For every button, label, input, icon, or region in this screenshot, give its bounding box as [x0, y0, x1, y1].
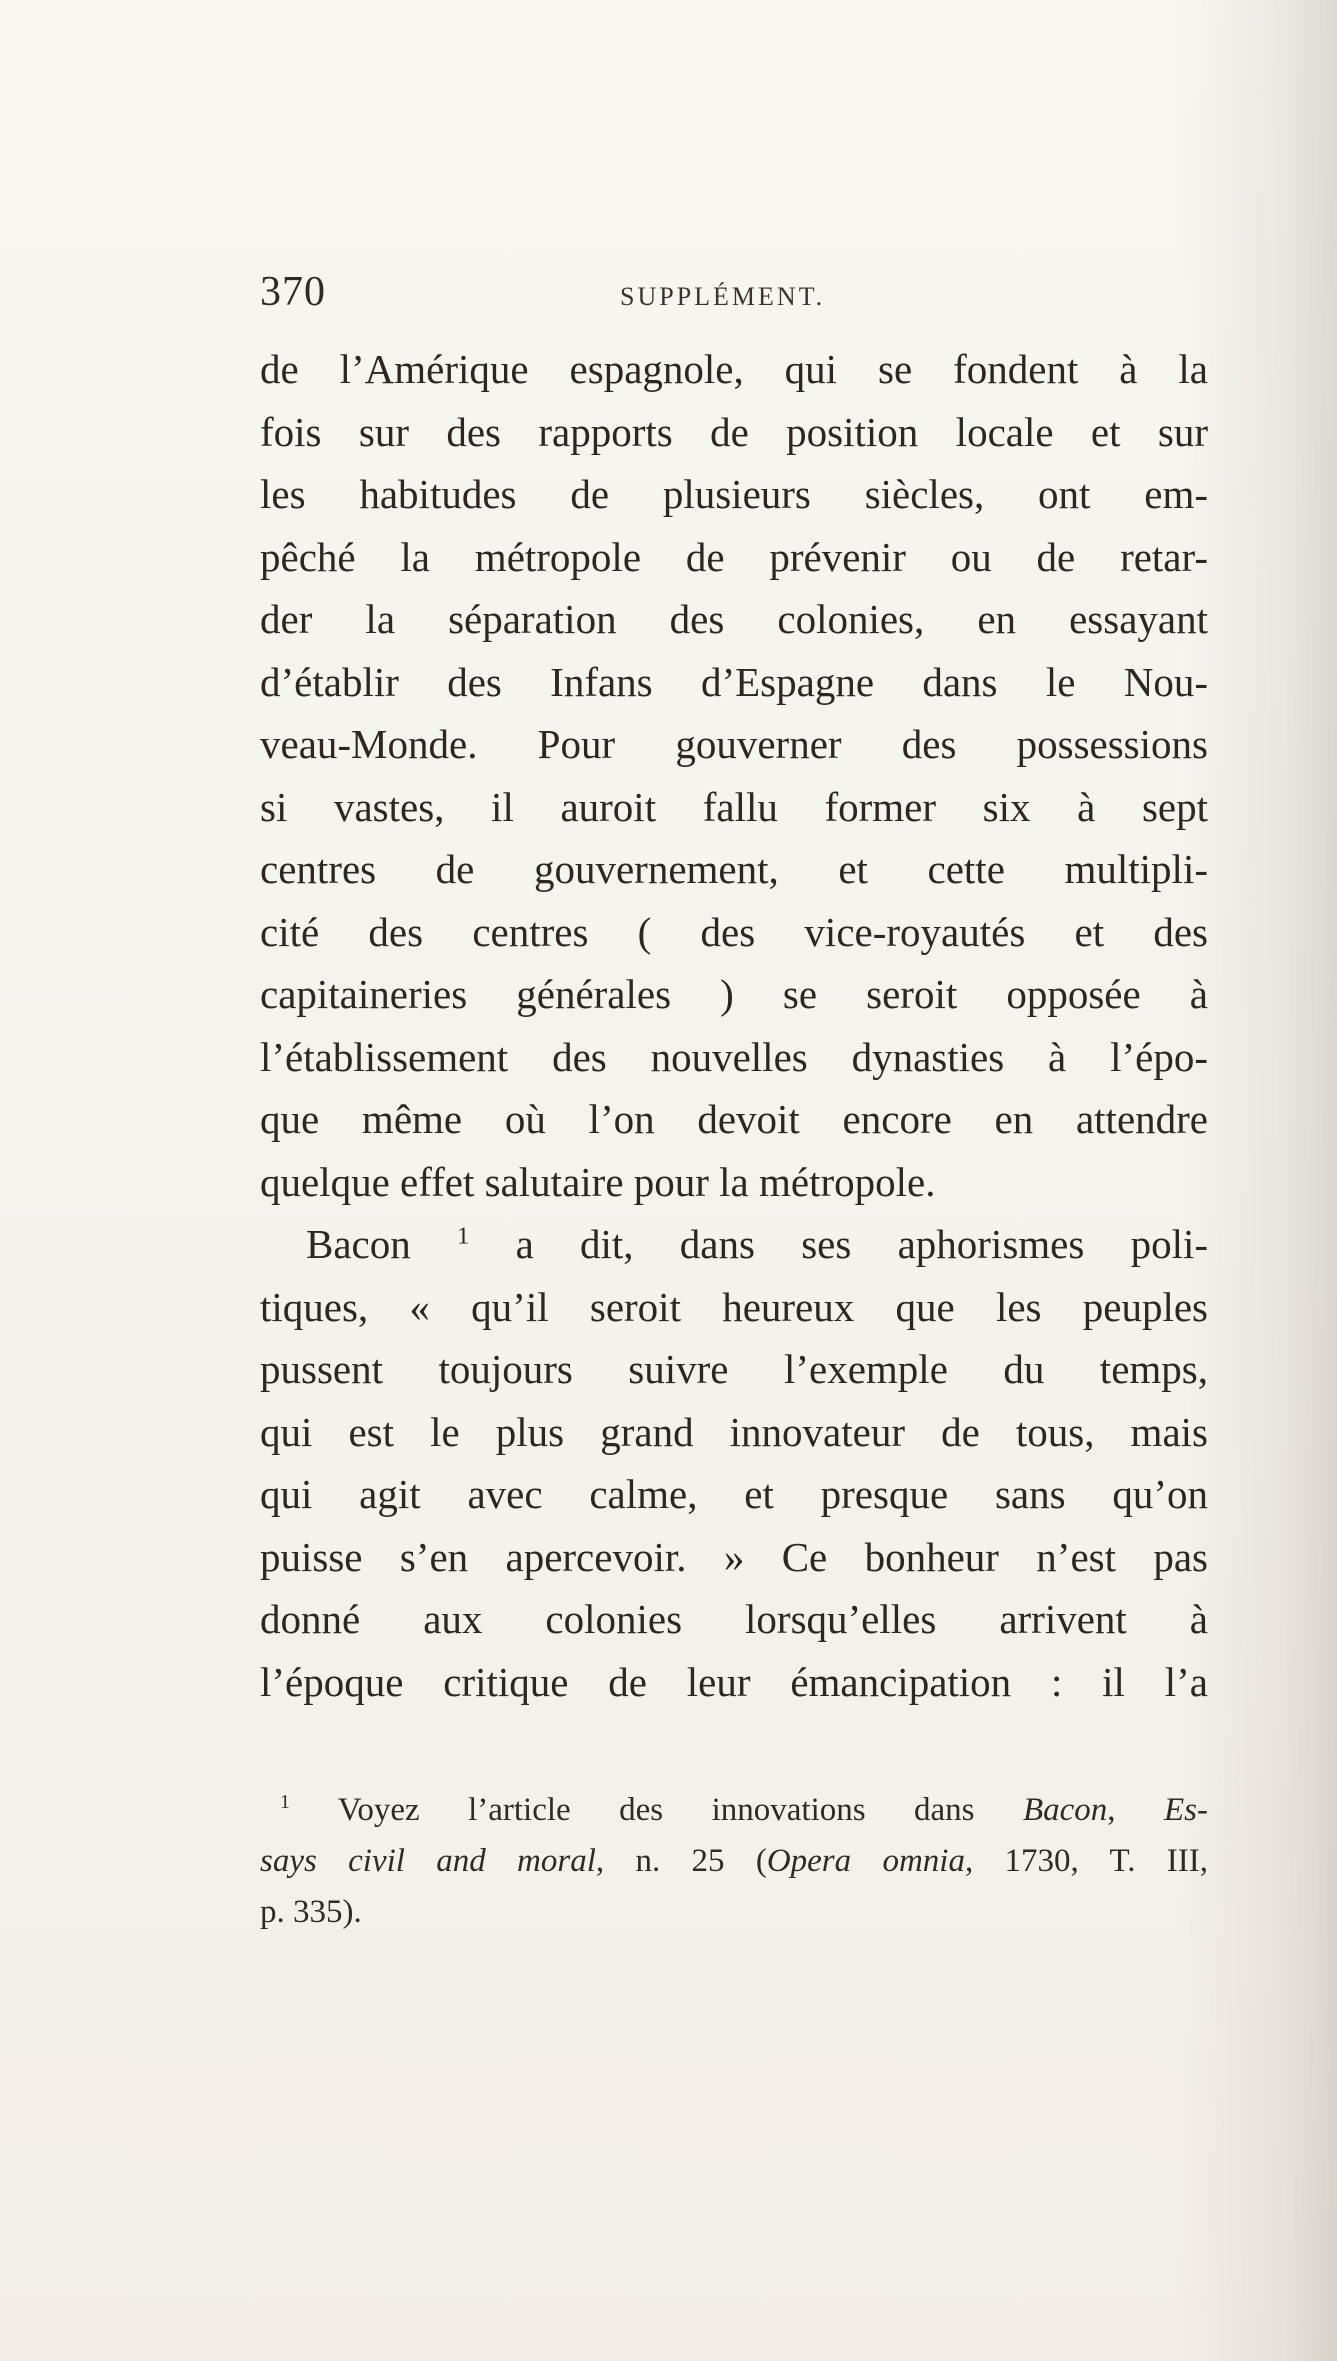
page-number: 370	[260, 269, 326, 315]
footnote-italic: Opera omnia	[766, 1843, 965, 1879]
text-line: pussent toujours suivre l’exemple du temps,	[260, 1346, 1208, 1392]
footnote-text: Voyez l’article des innovations dans	[289, 1792, 1023, 1828]
text-line: les habitudes de plusieurs siècles, ont em-	[260, 471, 1208, 517]
footnote	[260, 1785, 1208, 1938]
footnote-line	[260, 1785, 1208, 1836]
footnote-text: ,	[1107, 1792, 1165, 1828]
footnote-mark: 1	[280, 1791, 290, 1814]
running-head	[260, 268, 1208, 338]
text-line: der la séparation des colonies, en essayant	[260, 596, 1208, 642]
text-line: l’établissement des nouvelles dynasties à l’épo-	[260, 1033, 1208, 1080]
footnote-text: , n. 25 (	[595, 1843, 767, 1879]
text-line: qui est le plus grand innovateur de tous, mais	[260, 1408, 1208, 1455]
text-line: qui agit avec calme, et presque sans qu’on	[260, 1471, 1208, 1517]
text-block	[260, 268, 1208, 1938]
footnote-italic: says civil and moral	[260, 1843, 596, 1879]
text-line: que même où l’on devoit encore en attendre	[260, 1096, 1208, 1142]
author-name: Bacon	[306, 1221, 411, 1267]
paragraph-1	[260, 338, 1208, 1213]
paragraph-2	[260, 1213, 1208, 1713]
footnote-line: p. 335).	[260, 1894, 362, 1930]
footnote-text: , 1730, T. III,	[964, 1843, 1208, 1879]
text-line: d’établir des Infans d’Espagne dans le Nou-	[260, 658, 1208, 705]
text-line: cité des centres ( des vice-royautés et des	[260, 908, 1208, 955]
text-line: puisse s’en apercevoir. » Ce bonheur n’est pas	[260, 1533, 1208, 1580]
text-line: l’époque critique de leur émancipation : il l’a	[260, 1658, 1208, 1705]
footnote-italic: Bacon	[1022, 1792, 1108, 1828]
text-line: si vastes, il auroit fallu former six à sept	[260, 783, 1208, 830]
text-line	[260, 1213, 1208, 1276]
text-line: pêché la métropole de prévenir ou de retar-	[260, 533, 1208, 580]
footnote-italic: Es-	[1164, 1792, 1209, 1828]
text-line: veau-Monde. Pour gouverner des possessions	[260, 721, 1208, 767]
text-line: capitaineries générales ) se seroit opposée à	[260, 971, 1208, 1017]
footnote-line	[260, 1836, 1208, 1887]
running-title: SUPPLÉMENT.	[620, 282, 826, 311]
text-line: de l’Amérique espagnole, qui se fondent à la	[260, 346, 1208, 392]
text-line: quelque effet salutaire pour la métropole.	[260, 1158, 936, 1205]
text-line: tiques, « qu’il seroit heureux que les peuples	[260, 1283, 1208, 1330]
line-text: a dit, dans ses aphorismes poli-	[469, 1221, 1209, 1267]
text-line: centres de gouvernement, et cette multipli-	[260, 846, 1208, 892]
text-line: donné aux colonies lorsqu’elles arrivent à	[260, 1596, 1208, 1642]
footnote-reference[interactable]: 1	[457, 1222, 470, 1250]
text-line: fois sur des rapports de position locale et sur	[260, 408, 1208, 455]
